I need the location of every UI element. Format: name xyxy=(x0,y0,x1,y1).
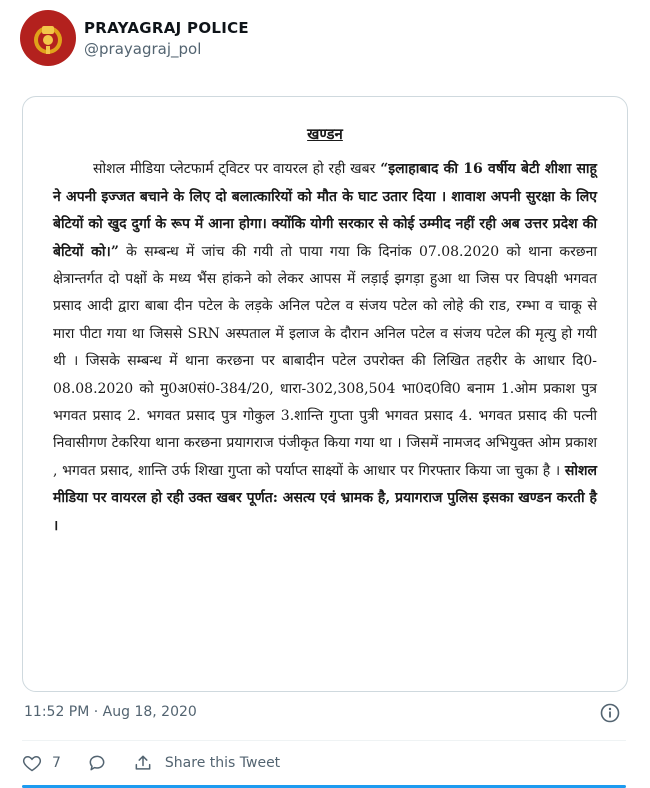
document-text: के सम्बन्ध में जांच की गयी तो पाया गया कि दिनांक 07.08.2020 को थाना करछना क्षेत्रान्तर्गत दो पक्षों के मध्य भैंस हांकने को लेकर आपस में लड़ाई झगड़ा हुआ था जिस पर विपक्षी भगवत प्रसाद आदी द्वारा बाबा दीन पटेल के लड़के अनिल पटेल व संजय पटेल को लोहे की राड, रम्भा व चाकू से मारा पीटा गया था जिससे SRN अस्पताल में इलाज के दौरान अनिल पटेल व संजय पटेल की मृत्यु हो गयी थी । जिसके सम्बन्ध में थाना करछना पर बाबादीन पटेल उपरोक्त की लिखित तहरीर के आधार दि0-08.08.2020 को मु0अ0सं0-384/20, धारा-302,308,504 भा0द0वि0 बनाम 1.ओम प्रकाश पुत्र भगवत प्रसाद 2. भगवत प्रसाद पुत्र गोकुल 3.शान्ति गुप्ता पुत्री भगवत प्रसाद 4. भगवत प्रसाद की पत्नी निवासीगण टेकरिया थाना करछना प्रयागराज पंजीकृत किया गया था । जिसमें नामजद अभियुक्त ओम प्रकाश , भगवत प्रसाद, शान्ति उर्फ शिखा गुप्ता को पर्याप्त साक्ष्यों के आधार पर गिरफ्तार किया जा चुका है । xyxy=(53,243,598,479)
document-quote: “इलाहाबाद की 16 वर्षीय बेटी शीशा साहू ने अपनी इज्जत बचाने के लिए दो बलात्कारियों को मौत के घाट उतार दिया । शावाश अपनी सुरक्षा के लिए बेटियों को खुद दुर्गा के रूप में आना होगा। क्योंकि योगी सरकार से कोई उम्मीद नहीं रही अब उत्तर प्रदेश की बेटियों को।” xyxy=(53,161,597,260)
share-button[interactable] xyxy=(133,753,280,773)
like-button[interactable] xyxy=(22,753,61,773)
account-handle[interactable]: @prayagraj_pol xyxy=(84,39,202,58)
document-paragraph xyxy=(53,156,597,540)
document-conclusion: सोशल मीडिया पर वायरल हो रही उक्त खबर पूर्णत: असत्य एवं भ्रामक है, प्रयागराज पुलिस इसका खण्डन करती है । xyxy=(53,462,597,534)
heart-icon xyxy=(22,753,42,773)
reply-icon xyxy=(87,753,107,773)
tweet-header xyxy=(20,10,249,66)
tweet-image[interactable] xyxy=(22,96,628,692)
share-icon xyxy=(133,753,153,773)
document-intro: सोशल मीडिया प्लेटफार्म ट्विटर पर वायरल हो रही खबर xyxy=(93,161,376,178)
info-icon[interactable] xyxy=(600,703,620,727)
police-emblem-icon xyxy=(28,18,68,58)
account-names xyxy=(84,19,249,58)
document-title: खण्डन xyxy=(307,125,343,143)
avatar[interactable] xyxy=(20,10,76,66)
divider xyxy=(22,740,626,741)
document xyxy=(23,97,627,540)
tweet-timestamp[interactable]: 11:52 PM · Aug 18, 2020 xyxy=(24,704,197,720)
tweet-actions xyxy=(22,748,280,778)
share-label: Share this Tweet xyxy=(164,755,281,771)
display-name[interactable]: PRAYAGRAJ POLICE xyxy=(84,18,249,37)
like-count: 7 xyxy=(52,755,61,771)
reply-button[interactable] xyxy=(87,753,107,773)
document-body xyxy=(53,156,597,540)
